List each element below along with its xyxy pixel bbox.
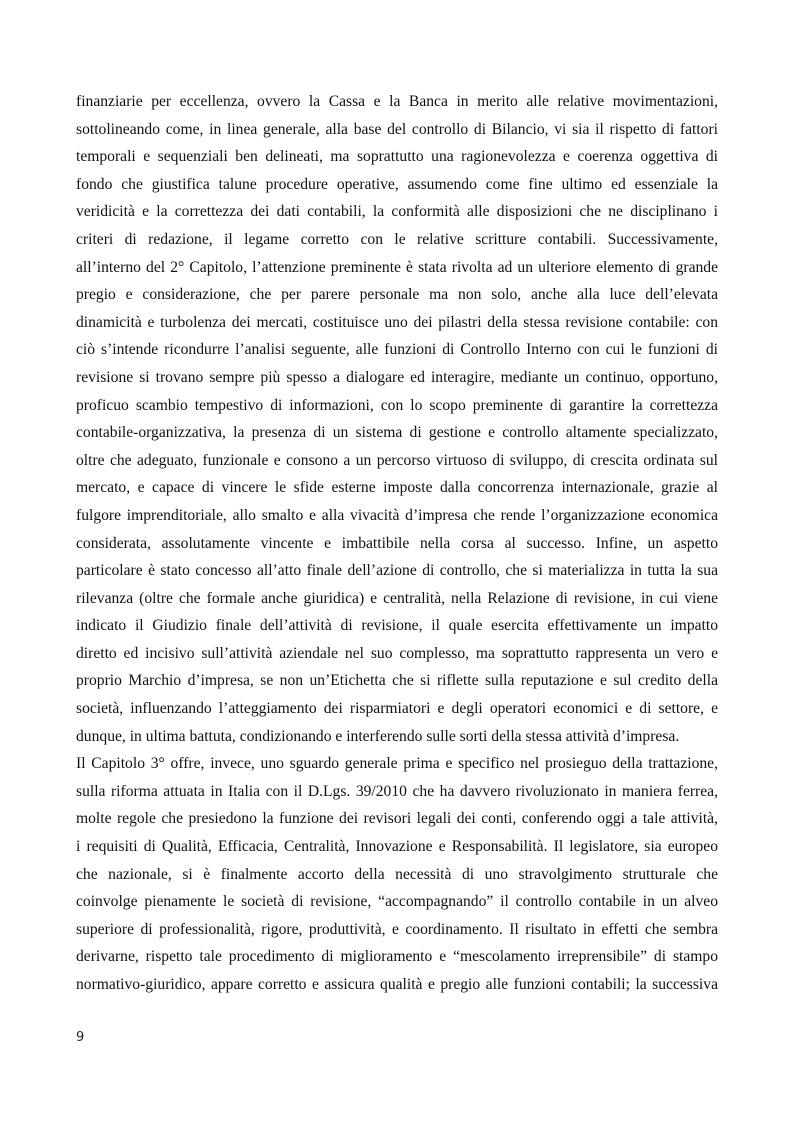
paragraph-line: superiore di professionalità, rigore, produttività, e coordinamento. Il risultato in effetti che sembra [76, 920, 718, 938]
paragraph-line: proficuo scambio tempestivo di informazioni, con lo scopo preminente di garantire la correttezza [76, 396, 718, 414]
paragraph-line: oltre che adeguato, funzionale e consono a un percorso virtuoso di sviluppo, di crescita ordinata sul [76, 451, 718, 469]
paragraph-line: fondo che giustifica talune procedure operative, assumendo come fine ultimo ed essenziale la [76, 175, 718, 193]
paragraph-line: temporali e sequenziali ben delineati, ma soprattutto una ragionevolezza e coerenza oggettiva di [76, 148, 718, 166]
paragraph-line: diretto ed incisivo sull’attività aziendale nel suo complesso, ma soprattutto rappresenta un vero e [76, 644, 718, 662]
paragraph-line: molte regole che presiedono la funzione dei revisori legali dei conti, conferendo oggi a tale attività, [76, 810, 718, 828]
paragraph-line: contabile-organizzativa, la presenza di un sistema di gestione e controllo altamente specializzato, [76, 424, 718, 442]
paragraph-line: rilevanza (oltre che formale anche giuridica) e centralità, nella Relazione di revisione, in cui viene [76, 589, 718, 607]
paragraph-line: dinamicità e turbolenza dei mercati, costituisce uno dei pilastri della stessa revisione contabile: con [76, 313, 718, 331]
paragraph-line: sulla riforma attuata in Italia con il D.Lgs. 39/2010 che ha davvero rivoluzionato in maniera ferrea, [76, 782, 718, 800]
paragraph-line: i requisiti di Qualità, Efficacia, Centralità, Innovazione e Responsabilità. Il legislatore, sia europeo [76, 838, 718, 856]
paragraph-line: considerata, assolutamente vincente e imbattibile nella corsa al successo. Infine, un aspetto [76, 534, 718, 552]
paragraph-line: normativo-giuridico, appare corretto e assicura qualità e pregio alle funzioni contabili; la successiva [76, 976, 718, 993]
paragraph-line: all’interno del 2° Capitolo, l’attenzione preminente è stata rivolta ad un ulteriore elemento di grande [76, 258, 718, 276]
paragraph-line: mercato, e capace di vincere le sfide esterne imposte dalla concorrenza internazionale, grazie al [76, 479, 718, 497]
paragraph-line: società, influenzando l’atteggiamento dei risparmiatori e degli operatori economici e di settore, e [76, 700, 718, 718]
paragraph-line: Il Capitolo 3° offre, invece, uno sguardo generale prima e specifico nel prosieguo della trattazione, [76, 755, 718, 773]
page-number: 9 [76, 1030, 85, 1045]
paragraph-line: revisione si trovano sempre più spesso a dialogare ed interagire, mediante un continuo, opportuno, [76, 368, 718, 386]
paragraph-line: particolare è stato concesso all’atto finale dell’azione di controllo, che si materializza in tutta la sua [76, 562, 718, 580]
paragraph-line: pregio e considerazione, che per parere personale ma non solo, anche alla luce dell’elevata [76, 286, 718, 304]
paragraph-line: sottolineando come, in linea generale, alla base del controllo di Bilancio, vi sia il rispetto di fattori [76, 120, 718, 138]
paragraph-line: proprio Marchio d’impresa, se non un’Etichetta che si riflette sulla reputazione e sul credito della [76, 672, 718, 690]
paragraph-line: coinvolge pienamente le società di revisione, “accompagnando” il controllo contabile in un alveo [76, 893, 718, 911]
paragraph-last-line: dunque, in ultima battuta, condizionando e interferendo sulle sorti della stessa attività d’impresa. [76, 727, 680, 745]
paragraph-2 [76, 750, 718, 998]
page-body [76, 88, 718, 999]
paragraph-line: veridicità e la correttezza dei dati contabili, la conformità alle disposizioni che ne disciplinano i [76, 203, 718, 221]
paragraph-line: indicato il Giudizio finale dell’attività di revisione, il quale esercita effettivamente un impatto [76, 617, 718, 635]
paragraph-line: criteri di redazione, il legame corretto con le relative scritture contabili. Successivamente, [76, 230, 718, 248]
paragraph-1 [76, 88, 718, 750]
paragraph-line: derivarne, rispetto tale procedimento di miglioramento e “mescolamento irreprensibile” di stampo [76, 948, 718, 966]
paragraph-line: finanziarie per eccellenza, ovvero la Cassa e la Banca in merito alle relative movimentazioni, [76, 93, 718, 110]
paragraph-line: che nazionale, si è finalmente accorto della necessità di uno stravolgimento strutturale che [76, 865, 718, 883]
paragraph-line: fulgore imprenditoriale, allo smalto e alla vivacità d’impresa che rende l’organizzazione economica [76, 506, 718, 524]
paragraph-line: ciò s’intende ricondurre l’analisi seguente, alle funzioni di Controllo Interno con cui le funzioni di [76, 341, 718, 359]
